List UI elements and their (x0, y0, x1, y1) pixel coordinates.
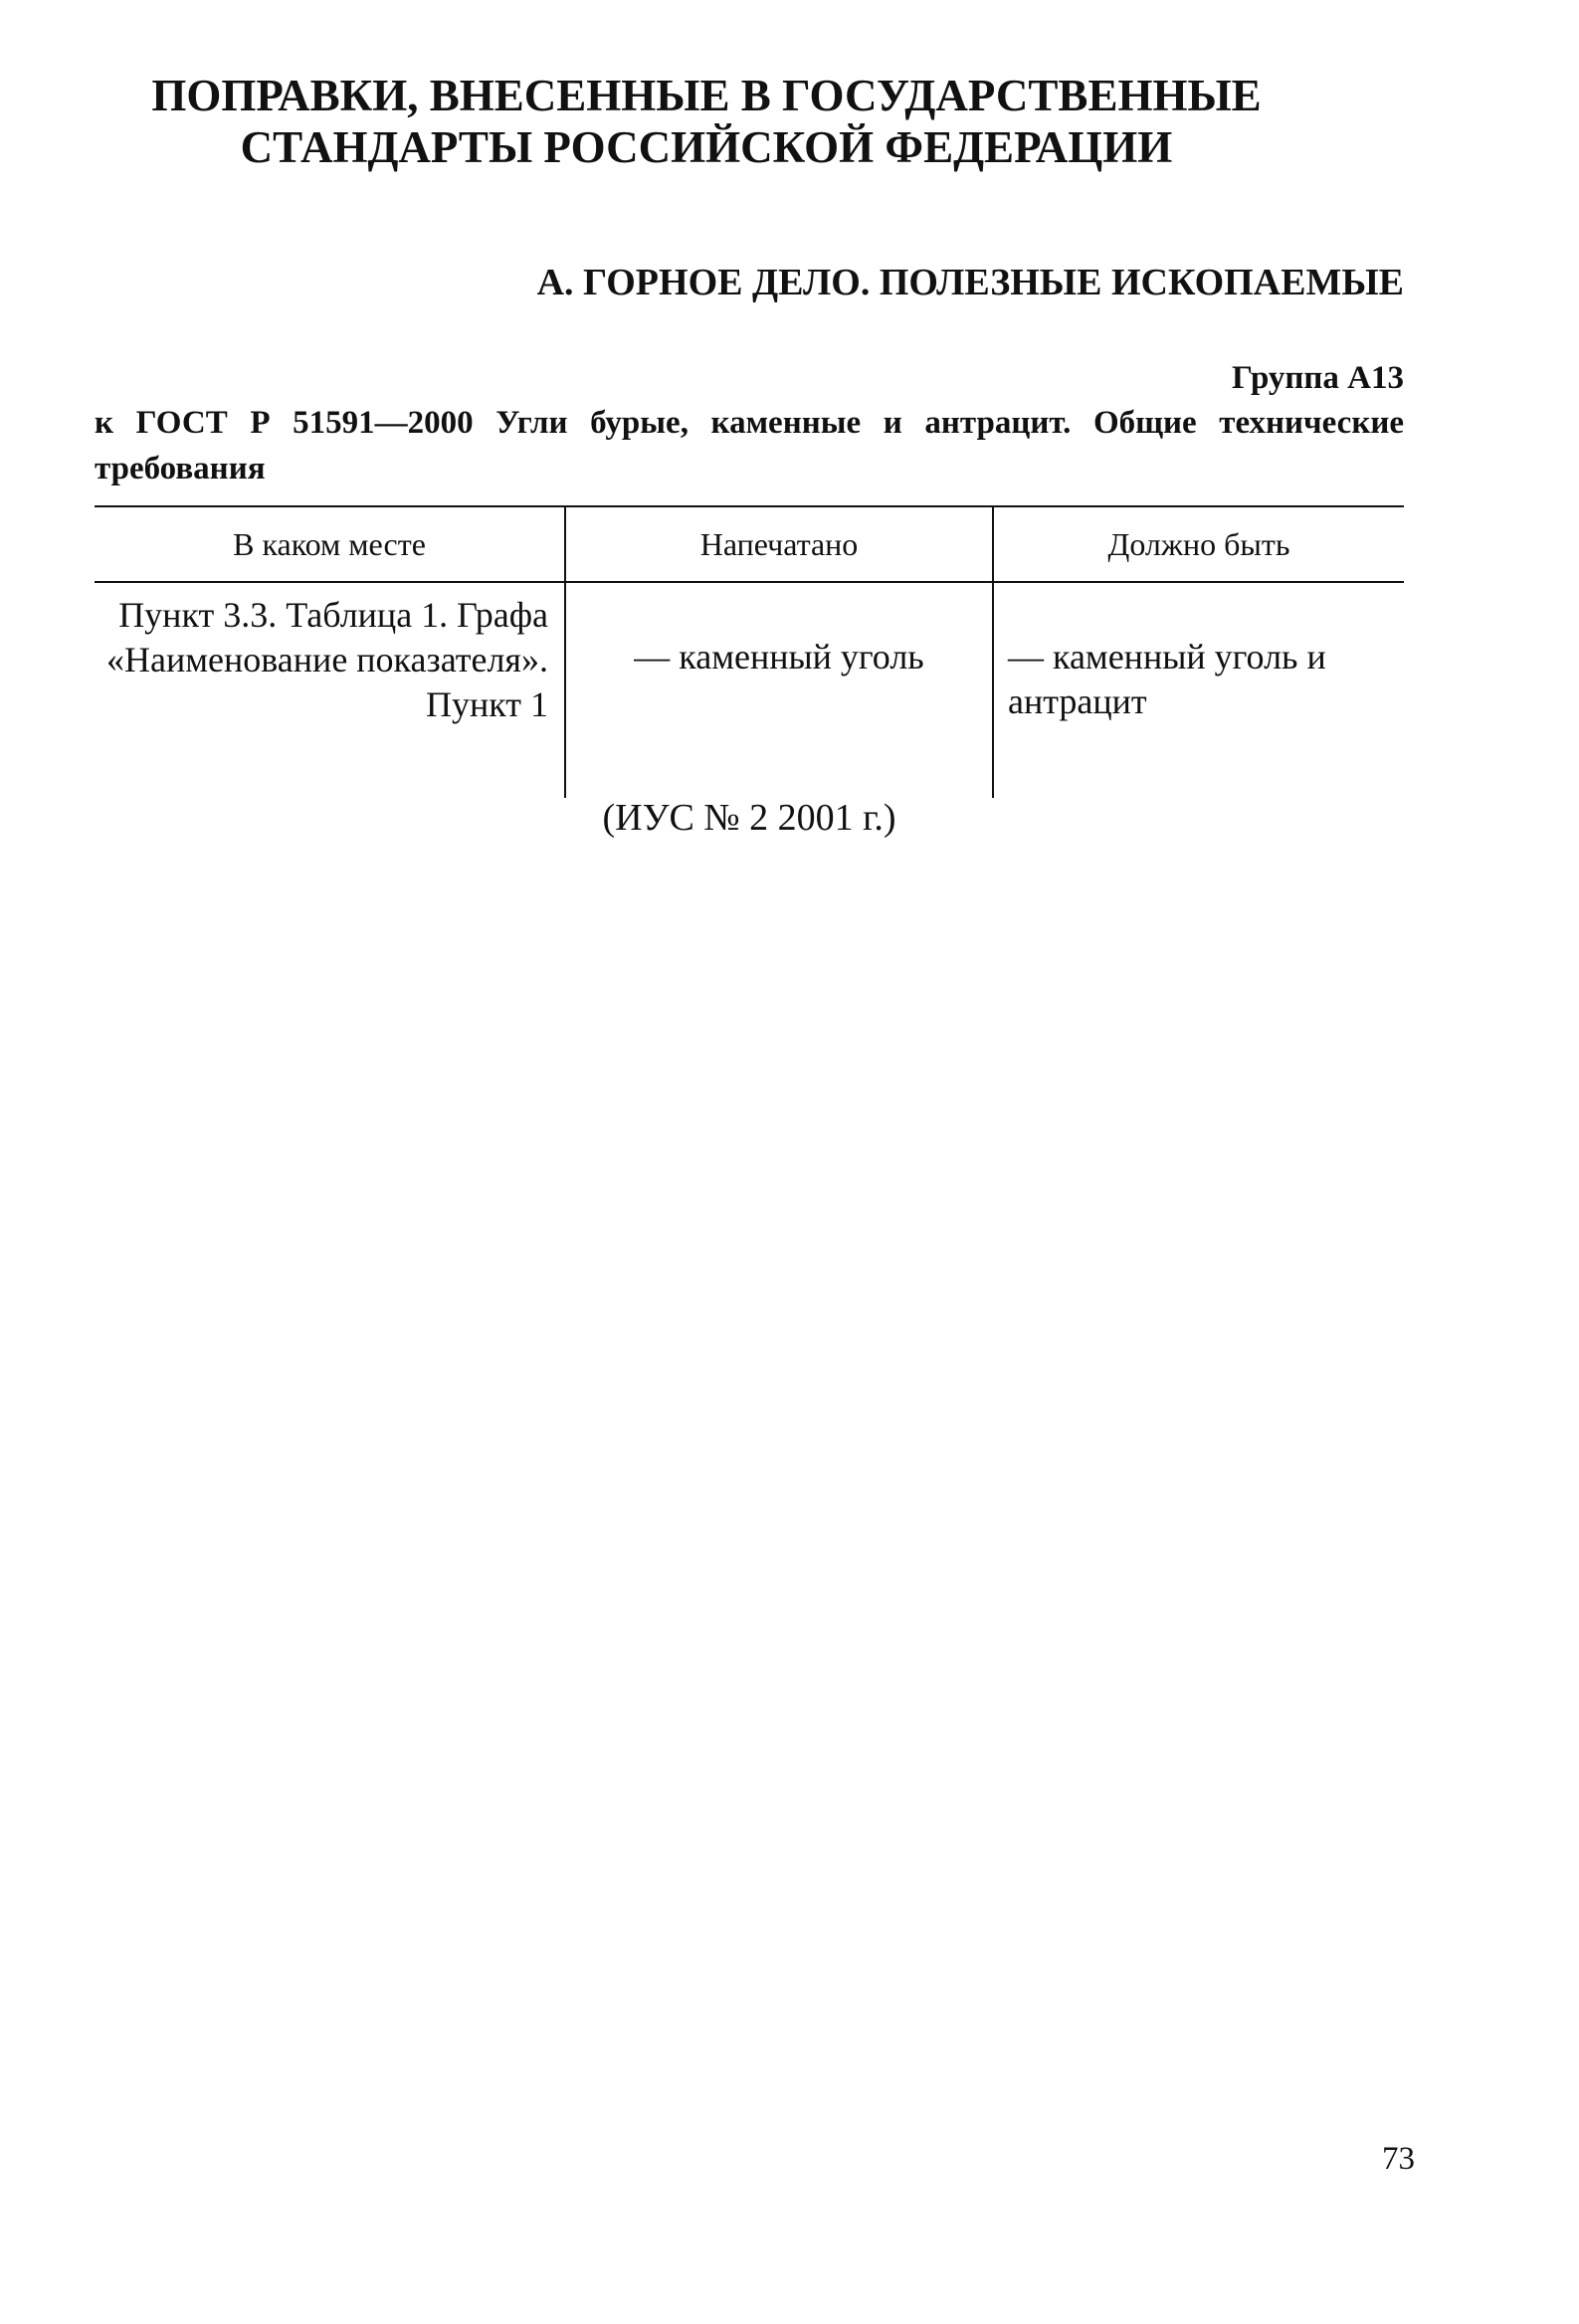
source-note: (ИУС № 2 2001 г.) (602, 797, 896, 839)
title-line-2: СТАНДАРТЫ РОССИЙСКОЙ ФЕДЕРАЦИИ (240, 122, 1173, 172)
cell-printed: — каменный уголь (565, 582, 993, 798)
table-header-row (95, 506, 1404, 582)
header-printed: Напечатано (565, 506, 993, 582)
cell-place: Пункт 3.3. Таблица 1. Графа «Наименование показателя». Пункт 1 (106, 595, 548, 724)
page-number: 73 (1382, 2141, 1415, 2177)
section-heading: А. ГОРНОЕ ДЕЛО. ПОЛЕЗНЫЕ ИСКОПАЕМЫЕ (536, 262, 1404, 303)
amendment-title: к ГОСТ Р 51591—2000 Угли бурые, каменные и антрацит. Общие технические требования (95, 405, 1404, 486)
cell-correct: — каменный уголь и антрацит (993, 582, 1404, 798)
table-row (95, 582, 1404, 798)
corrections-table (95, 505, 1404, 798)
header-place: В каком месте (233, 525, 426, 562)
group-label: Группа А13 (1232, 360, 1404, 396)
title-line-1: ПОПРАВКИ, ВНЕСЕННЫЕ В ГОСУДАРСТВЕННЫЕ (151, 71, 1262, 120)
header-correct: Должно быть (993, 506, 1404, 582)
document-title (95, 70, 1318, 173)
